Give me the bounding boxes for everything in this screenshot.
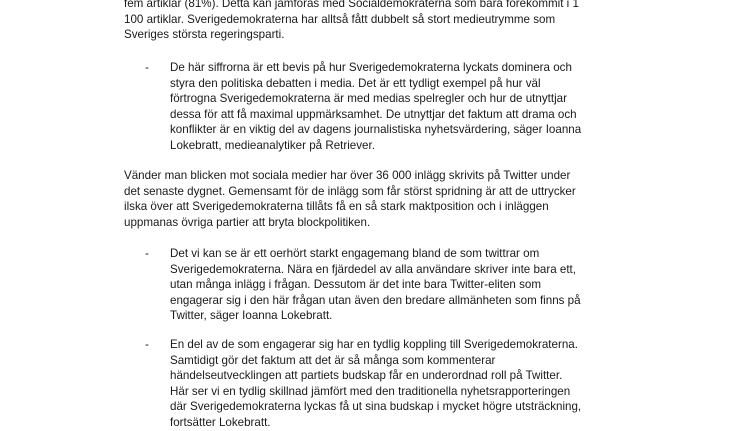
text-line: De här siffrorna är ett bevis på hur Sverigedemokraterna lyckats dominera och: [170, 61, 572, 74]
text-line: det senaste dygnet. Gemensamt för de inlägg som får störst spridning är att de uttrycker: [124, 184, 576, 198]
text-line: där Sverigedemokraterna lyckas få ut sina budskap i mycket högre utsträckning,: [170, 400, 582, 414]
quote-bullet-engagement: [124, 246, 604, 324]
text-line: Sveriges största regeringsparti.: [124, 28, 285, 42]
text-line: Här ser vi en tydlig skillnad jämfört med den traditionella nyhetsrapporteringen: [170, 384, 571, 398]
text-line: utan många inlägg i frågan. Dessutom är det inte bara Twitter-eliten som: [170, 278, 541, 292]
paragraph-social-media: [124, 168, 604, 230]
text-line: 100 artiklar. Sverigedemokraterna har alltså fått dubbelt så stort medieutrymme som: [124, 12, 556, 26]
text-line: förtrogna Sverigedemokraterna är med medias spelregler och hur de utnyttjar: [170, 92, 567, 106]
text-line: Samtidigt gör det faktum att det är så många som kommenterar: [170, 353, 496, 367]
text-line: dessa för att få maximal uppmärksamhet. De utnyttjar det faktum att drama och: [170, 107, 577, 121]
text-line: uppmanas övriga partier att bryta blockpolitiken.: [124, 215, 371, 229]
dash-bullet-marker: -: [145, 247, 149, 260]
dash-bullet-marker: -: [145, 61, 149, 74]
quote-bullet-coupling: [124, 337, 604, 431]
text-line: En del av de som engagerar sig har en tydlig koppling till Sverigedemokraterna.: [170, 338, 578, 351]
text-line: ilska över att Sverigedemokraterna tillåts få en så stark maktposition och i inläggen: [124, 200, 549, 214]
text-line: konflikter är en viktig del av dagens journalistiska nyhetsvärdering, säger Ioanna: [170, 123, 582, 137]
paragraph-media-coverage: [124, 0, 604, 43]
text-line: styra den politiska debatten i media. Det är ett tydligt exempel på hur väl: [170, 76, 541, 90]
quote-bullet-dominance: [124, 60, 604, 154]
text-line: fem artiklar (81%). Detta kan jämföras med Socialdemokraterna som bara förekommit i 1: [124, 0, 579, 10]
text-line: Vänder man blicken mot sociala medier har över 36 000 inlägg skrivits på Twitter under: [124, 169, 571, 182]
text-line: Lokebratt, medieanalytiker på Retriever.: [170, 138, 375, 152]
text-line: händelseutvecklingen att partiets budskap får en underordnad roll på Twitter.: [170, 369, 563, 383]
text-line: engagerar sig i den här frågan utan även den bredare allmänheten som finns på: [170, 293, 581, 307]
text-line: Det vi kan se är ett oerhört starkt engagemang bland de som twittrar om: [170, 247, 540, 260]
text-line: Sverigedemokraterna. Nära en fjärdedel av alla användare skriver inte bara ett,: [170, 262, 577, 276]
text-line: fortsätter Lokebratt.: [170, 415, 271, 429]
text-line: Twitter, säger Ioanna Lokebratt.: [170, 309, 333, 323]
dash-bullet-marker: -: [145, 338, 149, 351]
